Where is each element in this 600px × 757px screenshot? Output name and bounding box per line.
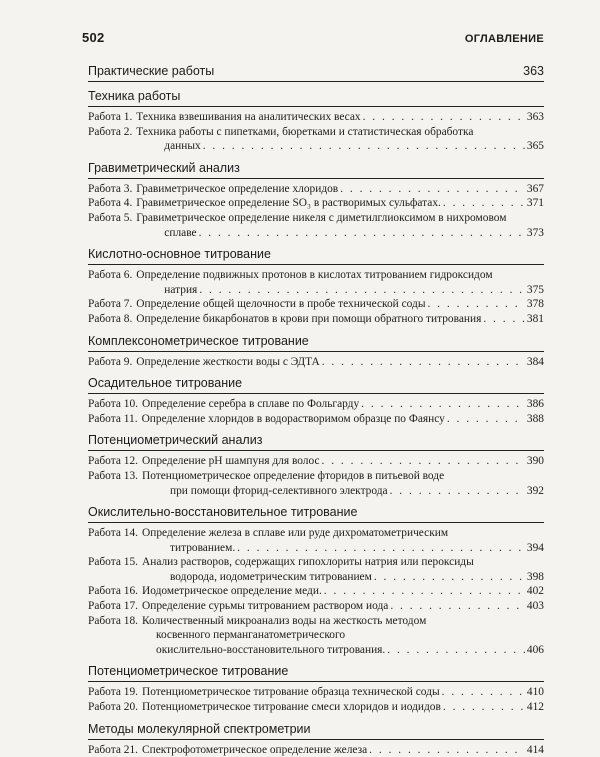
dot-leader	[199, 283, 525, 298]
work-number: Работа 17.	[88, 600, 138, 613]
toc-section	[88, 431, 544, 498]
work-title-line: Потенциометрическое определение фторидов в питьевой воде	[142, 469, 445, 482]
section-title: Техника работы	[88, 87, 544, 107]
work-title-line: водорода, иодометрическим титрованием	[170, 570, 372, 583]
dot-leader	[374, 570, 525, 585]
work-number: Работа 16.	[88, 585, 138, 598]
toc-entry[interactable]	[88, 397, 544, 412]
toc-entry[interactable]	[88, 685, 544, 700]
toc-section	[88, 332, 544, 370]
work-page: 412	[526, 701, 544, 714]
toc-section	[88, 87, 544, 154]
work-title-line: Определение серебра в сплаве по Фольгарду	[142, 398, 360, 411]
work-title-line: при помощи фторид-селективного электрода	[170, 484, 388, 497]
work-title-line: Определение хлоридов в водорастворимом образце по Фаянсу	[141, 412, 445, 425]
work-title-line: Определение pH шампуня для волос	[142, 455, 320, 468]
work-title-line: натрия	[164, 283, 198, 296]
toc-entry[interactable]	[88, 182, 544, 197]
dot-leader	[324, 584, 525, 599]
work-title-line: Определение бикарбонатов в крови при помощи обратного титрования	[136, 312, 482, 325]
work-title-line: Определение сурьмы титрованием раствором иода	[142, 600, 389, 613]
toc-section	[88, 662, 544, 714]
dot-leader	[443, 700, 525, 715]
dot-leader	[442, 685, 525, 700]
part-title: Практические работы	[88, 64, 215, 78]
toc-entry[interactable]	[88, 584, 544, 599]
work-page: 373	[526, 226, 544, 239]
work-title-line: Анализ растворов, содержащих гипохлориты натрия или пероксиды	[142, 556, 474, 569]
work-page: 386	[526, 398, 544, 411]
toc-entry[interactable]	[88, 211, 544, 240]
work-title-line: Потенциометрическое титрование образца технической соды	[142, 686, 440, 699]
work-title-line: Иодометрическое определение меди.	[142, 585, 322, 598]
toc-entry[interactable]	[88, 196, 544, 211]
work-number: Работа 8.	[88, 312, 133, 325]
toc-entry[interactable]	[88, 614, 544, 658]
work-number: Работа 21.	[88, 743, 138, 756]
work-title-line: данных	[164, 140, 201, 153]
toc-entry[interactable]	[88, 700, 544, 715]
toc-entry[interactable]	[88, 268, 544, 297]
section-title: Окислительно-восстановительное титрование	[88, 503, 544, 523]
toc-entry[interactable]	[88, 125, 544, 154]
work-page: 398	[526, 570, 544, 583]
dot-leader	[363, 110, 525, 125]
dot-leader	[361, 397, 525, 412]
work-page: 375	[526, 283, 544, 296]
work-title-line: Гравиметрическое определение SO₃ в растворимых сульфатах.	[136, 197, 441, 210]
work-page: 394	[526, 541, 544, 554]
work-number: Работа 18.	[88, 614, 138, 627]
dot-leader	[322, 355, 525, 370]
section-title: Кислотно-основное титрование	[88, 245, 544, 265]
work-page: 365	[526, 140, 544, 153]
dot-leader	[483, 312, 525, 327]
section-title: Осадительное титрование	[88, 374, 544, 394]
work-number: Работа 12.	[88, 455, 138, 468]
part-page: 363	[523, 64, 544, 78]
work-page: 403	[526, 600, 544, 613]
work-title-line: Спектрофотометрическое определение железа	[142, 743, 368, 756]
work-page: 363	[526, 111, 544, 123]
toc-section	[88, 503, 544, 657]
work-page: 392	[526, 484, 544, 497]
section-title: Гравиметрический анализ	[88, 159, 544, 179]
dot-leader	[443, 196, 525, 211]
work-number: Работа 20.	[88, 701, 138, 714]
toc-section	[88, 245, 544, 326]
toc-entry[interactable]	[88, 297, 544, 312]
work-number: Работа 13.	[88, 469, 138, 482]
dot-leader	[387, 643, 525, 658]
page-number: 502	[82, 30, 105, 45]
work-title-line: Гравиметрическое определение никеля с диметилглиоксимом в нихромовом	[136, 211, 507, 224]
toc-entry[interactable]	[88, 599, 544, 614]
work-title-line: Определение подвижных протонов в кислотах титрованием гидроксидом	[136, 269, 493, 282]
dot-leader	[390, 484, 525, 499]
toc-entry[interactable]	[88, 469, 544, 498]
dot-leader	[340, 182, 525, 197]
toc-section	[88, 720, 544, 757]
toc-entry[interactable]	[88, 412, 544, 427]
work-title-line: Определение жесткости воды с ЭДТА	[136, 355, 320, 368]
work-title-line: окислительно-восстановительного титрования.	[156, 643, 386, 656]
work-title-line: Количественный микроанализ воды на жесткость методом	[142, 614, 427, 627]
work-number: Работа 10.	[88, 398, 138, 411]
work-number: Работа 9.	[88, 355, 133, 368]
table-of-contents	[88, 87, 544, 757]
work-number: Работа 3.	[88, 182, 133, 195]
work-page: 384	[526, 355, 544, 368]
work-number: Работа 14.	[88, 527, 138, 540]
toc-entry[interactable]	[88, 110, 544, 125]
work-page: 367	[526, 182, 544, 195]
work-page: 406	[526, 643, 544, 656]
dot-leader	[322, 454, 525, 469]
work-page: 402	[526, 585, 544, 598]
dot-leader	[199, 226, 525, 241]
toc-section	[88, 159, 544, 240]
work-title-line: сплаве	[164, 226, 197, 239]
work-number: Работа 2.	[88, 125, 133, 138]
toc-section	[88, 374, 544, 426]
toc-entry[interactable]	[88, 312, 544, 327]
section-title: Комплексонометрическое титрование	[88, 332, 544, 352]
toc-entry[interactable]	[88, 454, 544, 469]
toc-entry[interactable]	[88, 526, 544, 555]
work-title-line: Определение общей щелочности в пробе технической соды	[136, 298, 426, 311]
work-title-line: титрованием.	[170, 541, 236, 554]
work-number: Работа 7.	[88, 298, 133, 311]
work-page: 381	[526, 312, 544, 325]
work-title-line: Техника взвешивания на аналитических весах	[136, 111, 361, 123]
work-number: Работа 6.	[88, 269, 133, 282]
work-page: 390	[526, 455, 544, 468]
dot-leader	[203, 139, 525, 154]
work-page: 414	[526, 743, 544, 756]
work-number: Работа 15.	[88, 556, 138, 569]
running-head	[82, 30, 544, 48]
dot-leader	[237, 541, 525, 556]
toc-entry[interactable]	[88, 555, 544, 584]
work-number: Работа 19.	[88, 686, 138, 699]
section-title: Методы молекулярной спектрометрии	[88, 720, 544, 740]
work-title-line: косвенного перманганатометрического	[156, 629, 346, 642]
work-page: 410	[526, 686, 544, 699]
work-number: Работа 11.	[88, 412, 138, 425]
work-page: 378	[526, 298, 544, 311]
work-title-line: Гравиметрическое определение хлоридов	[136, 182, 339, 195]
work-title-line: Техника работы с пипетками, бюретками и статистическая обработка	[136, 125, 474, 138]
work-number: Работа 5.	[88, 211, 133, 224]
work-number: Работа 1.	[88, 111, 133, 123]
dot-leader	[390, 599, 525, 614]
running-title: ОГЛАВЛЕНИЕ	[464, 33, 544, 45]
work-title-line: Определение железа в сплаве или руде дихроматометрическим	[142, 527, 449, 540]
work-page: 388	[526, 412, 544, 425]
dot-leader	[447, 412, 525, 427]
work-title-line: Потенциометрическое титрование смеси хлоридов и иодидов	[142, 701, 441, 714]
dot-leader	[427, 297, 524, 312]
work-page: 371	[526, 197, 544, 210]
work-number: Работа 4.	[88, 197, 133, 210]
toc-entry[interactable]	[88, 355, 544, 370]
part-heading	[88, 64, 544, 82]
section-title: Потенциометрическое титрование	[88, 662, 544, 682]
section-title: Потенциометрический анализ	[88, 431, 544, 451]
